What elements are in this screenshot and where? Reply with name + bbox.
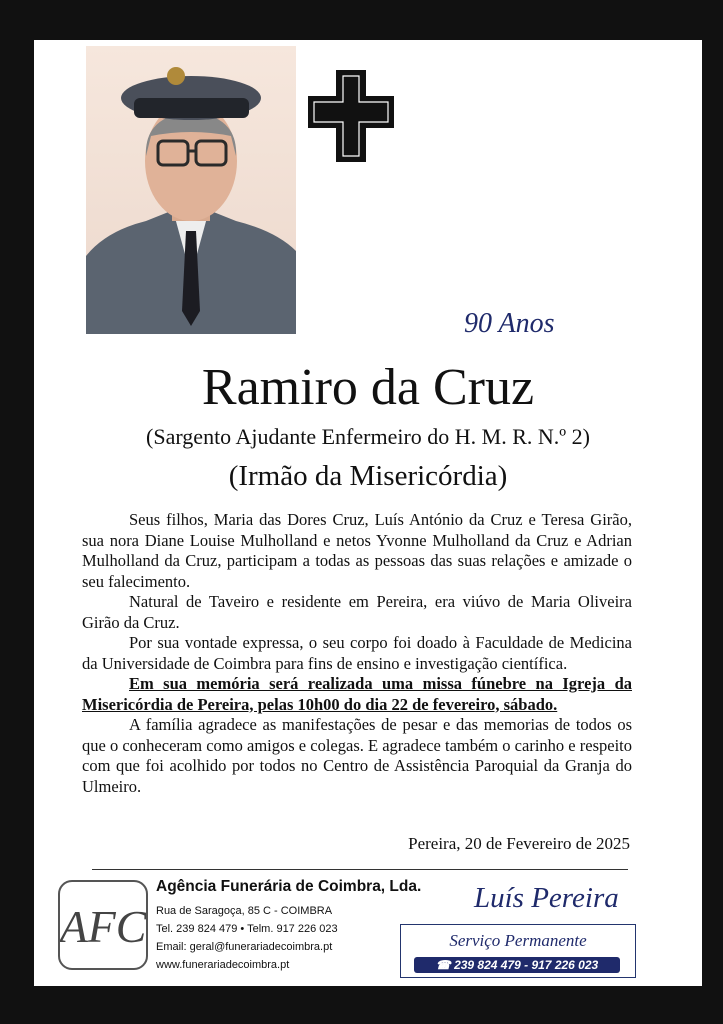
paragraph-mass: Em sua memória será realizada uma missa fúnebre na Igreja da Misericórdia de Pereira, pelas 10h00 do dia 22 de fevereiro, sábado.: [82, 674, 632, 714]
divider: [92, 869, 628, 870]
logo-letters: AFC: [60, 901, 146, 952]
deceased-name: Ramiro da Cruz: [201, 359, 535, 416]
agency-name: Agência Funerária de Coimbra, Lda.: [156, 878, 422, 895]
agency-email[interactable]: Email: geral@funerariadecoimbra.pt: [156, 941, 333, 953]
paragraph-donation: Por sua vontade expressa, o seu corpo foi doado à Faculdade de Medicina da Universidade de Coimbra para fins de ensino e investigação científica.: [82, 633, 632, 673]
place-date: Pereira, 20 de Fevereiro de 2025: [408, 834, 630, 853]
service-box: [400, 924, 636, 978]
service-phones: [414, 957, 620, 973]
rank-line: (Sargento Ajudante Enfermeiro do H. M. R. N.º 2): [146, 424, 590, 449]
signature: Luís Pereira: [474, 882, 619, 914]
agency-website[interactable]: www.funerariadecoimbra.pt: [156, 959, 290, 971]
phone-icon: ☎: [435, 958, 455, 972]
notice-body: [82, 510, 632, 797]
agency-info: [156, 878, 421, 974]
agency-phones: Tel. 239 824 479 • Telm. 917 226 023: [156, 923, 338, 935]
paragraph-family: Seus filhos, Maria das Dores Cruz, Luís António da Cruz e Teresa Girão, sua nora Diane Louise Mulholland e netos Yvonne Mulholland da Cruz e Adrian Mulholland da Cruz, participam a todas as pessoas das suas relações e amizade o seu falecimento.: [82, 510, 632, 591]
age-label: 90 Anos: [464, 308, 555, 339]
paragraph-thanks: A família agradece as manifestações de pesar e das memorias de todos os que o conheceram como amigos e colegas. E agradece também o carinho e respeito com que foi acolhido por todos no Centro de Assistência Paroquial da Granja do Ulmeiro.: [82, 715, 632, 796]
agency-logo: [58, 880, 148, 970]
obituary-sheet: [34, 40, 702, 986]
portrait-photo: [86, 46, 296, 334]
service-phones-text: 239 824 479 - 917 226 023: [454, 958, 599, 972]
brotherhood-line: (Irmão da Misericórdia): [228, 460, 508, 492]
agency-address: Rua de Saragoça, 85 C - COIMBRA: [156, 905, 333, 917]
paragraph-origin: Natural de Taveiro e residente em Pereira, era viúvo de Maria Oliveira Girão da Cruz.: [82, 592, 632, 632]
cross-icon: [306, 70, 396, 162]
service-title: Serviço Permanente: [449, 931, 587, 950]
